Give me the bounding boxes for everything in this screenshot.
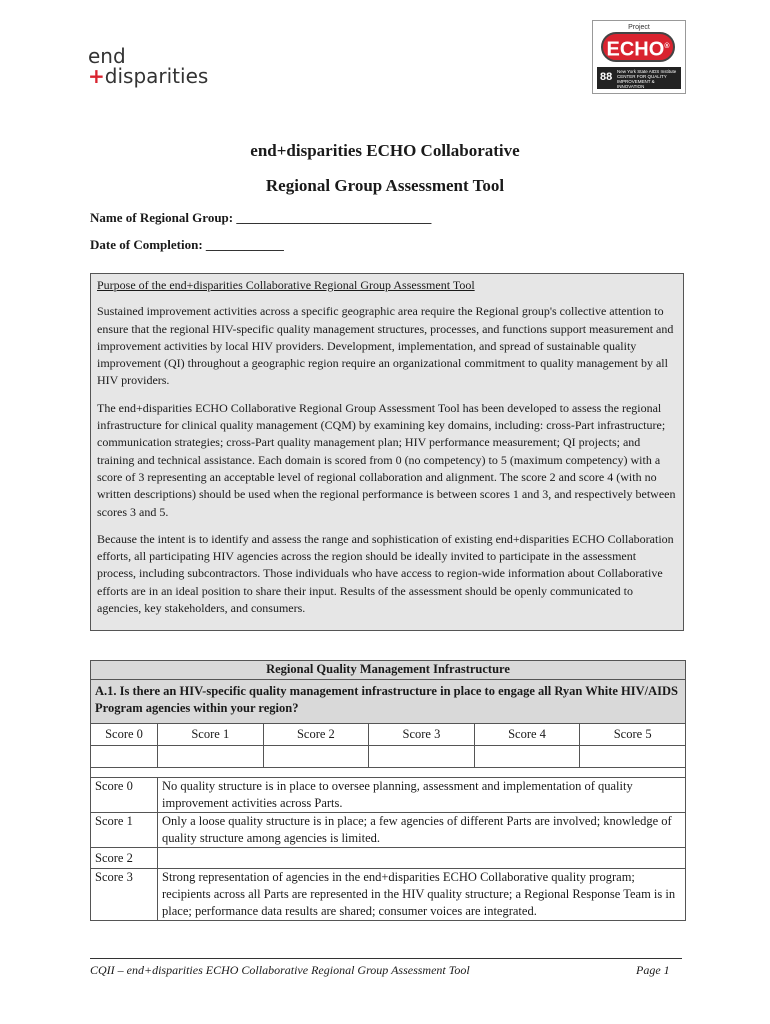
section-header: Regional Quality Management Infrastructure <box>91 661 686 680</box>
document-subtitle: Regional Group Assessment Tool <box>265 176 505 195</box>
purpose-paragraph-2: The end+disparities ECHO Collaborative Regional Group Assessment Tool has been developed to assess the regional infrastructure for clinical quality management (CQM) by examining key domains, including: cross-Part infrastructure; communication strategies; cross-Part quality management plan; HIV performance measurement; QI projects; and training and technical assistance. Each domain is scored from 0 (no competency) to 5 (maximum competency) with a score of 3 representing an acceptable level of regional collaboration and alignment. The score 2 and score 4 (with no written descriptions) should be used when the regional performance is between scores 1 and 3, and respectively between scores 3 and 5. <box>97 400 676 519</box>
logo-reg-mark: ® <box>664 43 670 50</box>
logo-echo-oval <box>601 32 675 62</box>
score-header-3: Score 3 <box>369 724 475 746</box>
document-title: end+disparities ECHO Collaborative <box>250 141 520 160</box>
logo-echo-text: ECHO <box>606 38 665 61</box>
logo-org-line1: New York State AIDS Institute <box>617 69 677 74</box>
score-description-row <box>91 778 686 813</box>
score-description-text: Only a loose quality structure is in place; a few agencies of different Parts are involved; knowledge of quality structure among agencies is limited. <box>158 813 686 848</box>
score-header-1: Score 1 <box>158 724 264 746</box>
assessment-table <box>90 660 686 921</box>
score-description-label: Score 3 <box>91 869 158 921</box>
question-a1: A.1. Is there an HIV-specific quality management infrastructure in place to engage all Ryan White HIV/AIDS Program agencies within your region? <box>91 680 686 724</box>
name-label: Name of Regional Group: <box>90 210 234 225</box>
logo-cqii-band <box>597 67 681 89</box>
date-blank[interactable]: ____________ <box>205 237 284 252</box>
logo-number: 88 <box>600 71 613 83</box>
score-header-5: Score 5 <box>580 724 686 746</box>
score-header-2: Score 2 <box>263 724 369 746</box>
purpose-paragraph-1: Sustained improvement activities across a specific geographic area require the Regional group's collective attention to ensure that the regional HIV-specific quality management structures, processes, and functions support measurement and improvement activities by local HIV providers. Development, implementation, and spread of sustainable quality improvement (QI) throughout a geographic region require an organizational commitment to quality management by all HIV providers. <box>97 304 674 388</box>
table-gap <box>91 768 686 778</box>
score-description-row <box>91 813 686 848</box>
end-disparities-logo <box>88 46 208 86</box>
score-entry-row <box>91 746 686 768</box>
score-description-label: Score 2 <box>91 848 158 869</box>
purpose-title: Purpose of the end+disparities Collaborative Regional Group Assessment Tool <box>97 278 475 292</box>
logo-org-line3: IMPROVEMENT & INNOVATION <box>617 79 655 89</box>
footer-rule <box>90 958 682 959</box>
name-blank[interactable]: ______________________________ <box>236 210 432 225</box>
purpose-paragraph-3: Because the intent is to identify and assess the range and sophistication of existing end+disparities ECHO Collaboration efforts, all participating HIV agencies across the region should be ideally invited to participate in the assessment process, including subcontractors. Those individuals who have access to region-wide information about Collaborative efforts are in an ideal position to share their input. Results of the assessment should be openly communicated to agencies, key stakeholders, and consumers. <box>97 531 674 616</box>
score-description-row <box>91 869 686 921</box>
name-of-regional-group-field <box>90 210 431 226</box>
logo-plus: + <box>88 64 105 88</box>
logo-org-line2: CENTER FOR QUALITY <box>617 74 667 79</box>
score-cell-3[interactable] <box>369 746 475 768</box>
page-number: Page 1 <box>636 963 670 977</box>
score-cell-5[interactable] <box>580 746 686 768</box>
score-header-0: Score 0 <box>91 724 158 746</box>
score-cell-4[interactable] <box>474 746 580 768</box>
logo-project-text: Project <box>628 24 650 31</box>
purpose-box <box>90 273 684 631</box>
score-description-label: Score 1 <box>91 813 158 848</box>
score-header-4: Score 4 <box>474 724 580 746</box>
date-of-completion-field <box>90 237 284 253</box>
score-description-text: Strong representation of agencies in the end+disparities ECHO Collaborative quality program; recipients across all Parts are represented in the HIV quality structure; a Regional Response Team is in place; performance data results are shared; consumer voices are integrated. <box>158 869 686 921</box>
score-cell-2[interactable] <box>263 746 369 768</box>
logo-line-end: end <box>88 44 126 68</box>
score-description-row <box>91 848 686 869</box>
project-echo-logo <box>592 20 686 94</box>
score-description-label: Score 0 <box>91 778 158 813</box>
score-description-text: No quality structure is in place to oversee planning, assessment and implementation of quality improvement activities across Parts. <box>158 778 686 813</box>
score-description-text <box>158 848 686 869</box>
score-cell-1[interactable] <box>158 746 264 768</box>
score-cell-0[interactable] <box>91 746 158 768</box>
date-label: Date of Completion: <box>90 237 203 252</box>
logo-line-disparities: disparities <box>104 64 209 88</box>
footer-text: CQII – end+disparities ECHO Collaborative Regional Group Assessment Tool <box>90 963 470 977</box>
score-header-row <box>91 724 686 746</box>
